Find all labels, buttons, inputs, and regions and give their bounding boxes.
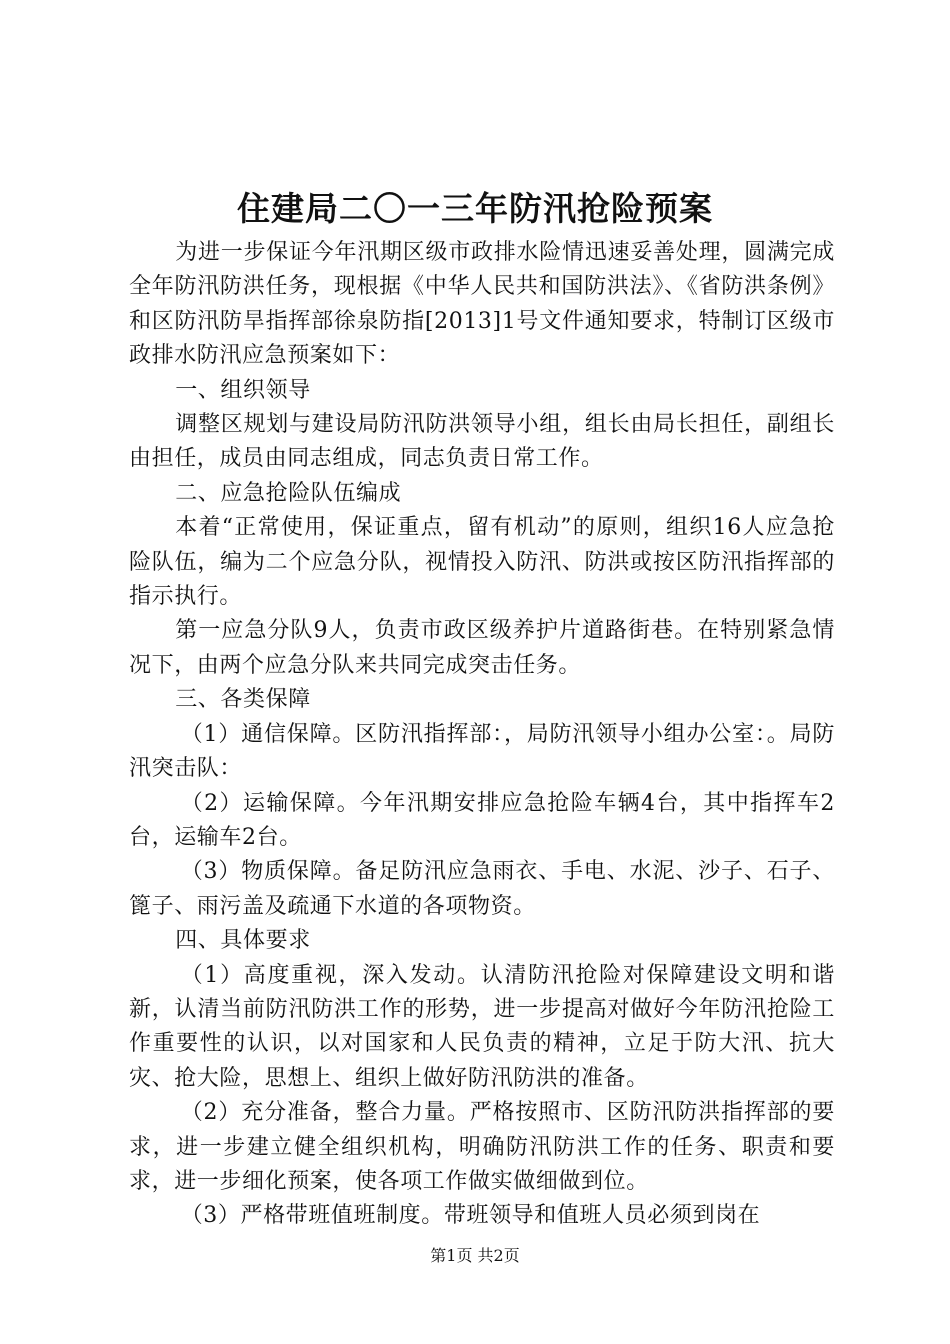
section-heading-team: 二、应急抢险队伍编成 xyxy=(175,480,402,506)
paragraph-support-material: （3）物质保障。备足防汛应急雨衣、手电、水泥、沙子、石子、篦子、雨污盖及疏通下水道的各项物资。 xyxy=(129,859,835,919)
paragraph-requirement-2: （2）充分准备，整合力量。严格按照市、区防汛防洪指挥部的要求，进一步建立健全组织机构，明确防汛防洪工作的任务、职责和要求，进一步细化预案，使各项工作做实做细做到位。 xyxy=(129,1100,835,1194)
section-heading-organization: 一、组织领导 xyxy=(175,377,311,403)
paragraph-team: 本着“正常使用，保证重点，留有机动”的原则，组织16人应急抢险队伍，编为二个应急分队，视情投入防汛、防洪或按区防汛指挥部的指示执行。 xyxy=(129,515,835,610)
paragraph-team-detail: 第一应急分队9人，负责市政区级养护片道路街巷。在特别紧急情况下，由两个应急分队来共同完成突击任务。 xyxy=(129,618,835,678)
section-heading-requirements: 四、具体要求 xyxy=(175,928,311,954)
paragraph-support-transport: （2）运输保障。今年汛期安排应急抢险车辆4台，其中指挥车2台，运输车2台。 xyxy=(129,790,835,850)
paragraph-support-communication: （1）通信保障。区防汛指挥部：，局防汛领导小组办公室：。局防汛突击队： xyxy=(129,721,835,782)
document-title: 住建局二〇一三年防汛抢险预案 xyxy=(237,189,713,228)
paragraph-intro: 为进一步保证今年汛期区级市政排水险情迅速妥善处理，圆满完成全年防汛防洪任务，现根据《中华人民共和国防洪法》、《省防洪条例》和区防汛防旱指挥部徐泉防指[2013]1号文件通知要求，特制订区级市政排水防汛应急预案如下： xyxy=(129,240,835,369)
paragraph-requirement-1: （1）高度重视，深入发动。认清防汛抢险对保障建设文明和谐新，认清当前防汛防洪工作的形势，进一步提高对做好今年防汛抢险工作重要性的认识，以对国家和人民负责的精神，立足于防大汛、抗大灾、抢大险，思想上、组织上做好防汛防洪的准备。 xyxy=(129,962,835,1091)
document-body xyxy=(129,236,835,1234)
paragraph-requirement-3: （3）严格带班值班制度。带班领导和值班人员必须到岗在 xyxy=(180,1203,761,1229)
section-heading-support: 三、各类保障 xyxy=(175,687,311,713)
page-number-footer: 第1页 共2页 xyxy=(430,1246,520,1265)
paragraph-organization: 调整区规划与建设局防汛防洪领导小组，组长由局长担任，副组长由担任，成员由同志组成，同志负责日常工作。 xyxy=(129,412,835,472)
